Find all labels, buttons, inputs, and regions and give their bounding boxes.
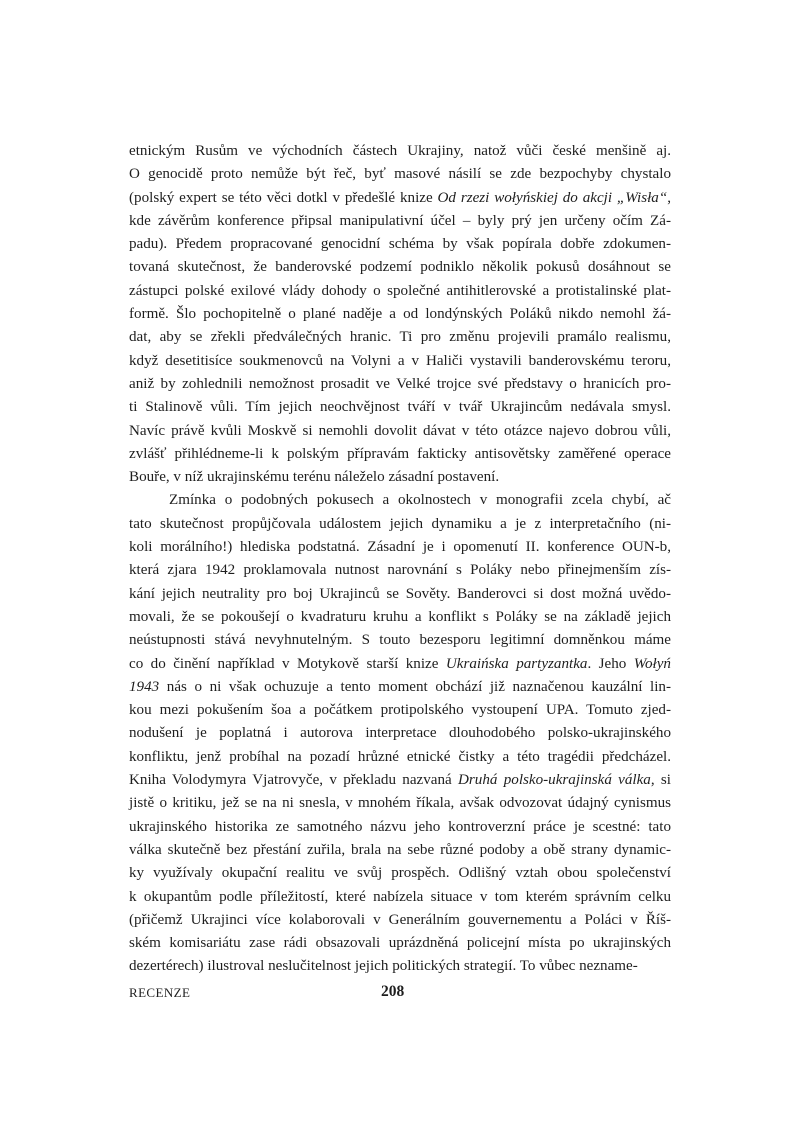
text-line: [129, 443, 671, 466]
text-segment: (přičemž Ukrajinci více kolaborovali v Generálním gouvernementu a Poláci v Říš-: [129, 911, 671, 928]
text-segment: když desetitisíce soukmenovců na Volyni a v Haliči vystavili banderovskému teroru,: [129, 352, 671, 369]
text-line: [129, 303, 671, 326]
running-footer-section: RECENZE: [129, 985, 191, 1000]
text-segment: koli morálního!) hlediska podstatná. Zásadní je i opomenutí II. konference OUN-b,: [129, 539, 671, 556]
text-segment: Navíc právě kvůli Moskvě si nemohli dovolit dávat v této otázce najevo dobrou vůli,: [129, 422, 671, 439]
text-segment: válka skutečně bez přestání zuřila, brala na sebe různé podoby a obě strany dynamic-: [129, 841, 671, 858]
text-segment: co do činění například v Motykově starší knize: [129, 655, 446, 672]
text-line: [129, 746, 671, 769]
text-line: [129, 606, 671, 629]
body-text: [129, 140, 671, 979]
text-segment: kde závěrům konference připsal manipulativní účel – byly prý jen určeny očím Zá-: [129, 212, 671, 229]
text-line: [129, 140, 671, 163]
text-segment: padu). Předem propracované genocidní schéma by však popírala dobře zdokumen-: [129, 236, 671, 253]
text-segment: ,: [667, 189, 671, 206]
text-segment: tovaná skutečnost, že banderovské podzemí podniklo několik pokusů dosáhnout se: [129, 259, 671, 276]
text-line: [129, 210, 671, 233]
text-segment: aniž by zohlednili nemožnost prosadit ve Velké trojce své představy o hranicích pro-: [129, 375, 671, 392]
italic-title: Od rzezi wołyńskiej do akcji „Wisła“: [437, 189, 668, 206]
text-segment: která zjara 1942 proklamovala nutnost narovnání s Poláky nebo přinejmenším zís-: [129, 562, 671, 579]
text-line: [129, 280, 671, 303]
text-segment: ky využívaly okupační realitu ve svůj prospěch. Odlišný vztah obou společenství: [129, 865, 671, 882]
text-line: [129, 256, 671, 279]
text-segment: formě. Šlo pochopitelně o plané naděje a od londýnských Poláků nikdo nemohl žá-: [129, 306, 671, 323]
text-segment: (polský expert se této věci dotkl v předešlé knize: [129, 189, 438, 206]
text-segment: etnickým Rusům ve východních částech Ukrajiny, natož vůči české menšině aj.: [129, 143, 671, 159]
text-line: [129, 513, 671, 536]
text-line: [129, 722, 671, 745]
text-segment: nás o ni však ochuzuje a tento moment obchází již naznačenou kauzální lin-: [159, 678, 671, 695]
text-line: [129, 653, 671, 676]
text-line: [129, 187, 671, 210]
text-segment: dezertérech) ilustroval neslučitelnost jejich politických strategií. To vůbec nezname-: [129, 958, 638, 975]
text-line: [129, 862, 671, 885]
italic-title: Wołyń: [633, 655, 671, 672]
text-segment: movali, že se pokoušejí o kvadraturu kruhu a konflikt s Poláky se na základě jejich: [129, 608, 671, 625]
text-segment: dat, aby se zřekli předválečných hranic. Ti pro změnu projevili pramálo realismu,: [129, 329, 671, 346]
text-segment: k okupantům podle příležitostí, které nabízela situace v tom kterém správním celku: [129, 888, 671, 905]
text-segment: kou mezi pokušením šoa a počátkem protipolského vystoupení UPA. Tomuto zjed-: [129, 702, 671, 719]
page-number: 208: [381, 983, 405, 1000]
text-line: [129, 909, 671, 932]
text-segment: kání jejich neutrality pro boj Ukrajinců se Sověty. Banderovci si dost možná uvědo-: [129, 585, 671, 602]
text-line: [129, 489, 671, 512]
text-segment: Bouře, v níž ukrajinskému terénu náleželo zásadní postavení.: [129, 469, 500, 486]
text-segment: Kniha Volodymyra Vjatrovyče, v překladu nazvaná: [129, 772, 459, 789]
text-line: [129, 583, 671, 606]
text-line: [129, 699, 671, 722]
text-segment: O genocidě proto nemůže být řeč, byť masové násilí se zde bezpochyby chystalo: [129, 166, 671, 183]
text-segment: tato skutečnost propůjčovala událostem jejich dynamiku a je z interpretačního (ni-: [129, 515, 671, 532]
text-line: [129, 536, 671, 559]
italic-title: 1943: [129, 678, 160, 695]
text-segment: ském komisariátu zase rádi obsazovali uprázdněná policejní místa po ukrajinských: [129, 935, 671, 952]
italic-title: Ukraińska partyzantka: [445, 655, 588, 672]
text-segment: ti Stalinově vůli. Tím jejich neochvějnost tváří v tvář Ukrajincům nedávala smysl.: [129, 399, 671, 416]
italic-title: Druhá polsko-ukrajinská válka: [458, 772, 651, 789]
text-line: [129, 163, 671, 186]
text-line: [129, 466, 671, 489]
text-line: [129, 559, 671, 582]
text-segment: zástupci polské exilové vlády dohody o společné antihitlerovské a protistalinské plat-: [129, 282, 671, 299]
text-line: [129, 955, 671, 978]
text-segment: zvlášť přihlédneme-li k polským přípravám fakticky antisovětsky zaměřené operace: [129, 445, 671, 462]
text-segment: nodušení je poplatná i autorova interpretace dlouhodobého polsko-ukrajinského: [129, 725, 671, 742]
text-line: [129, 396, 671, 419]
text-line: [129, 420, 671, 443]
text-segment: neústupnosti stává nevyhnutelným. S touto bezesporu legitimní domněnkou máme: [129, 632, 671, 649]
text-segment: . Jeho: [587, 655, 634, 672]
paragraph: [129, 489, 671, 978]
text-line: [129, 373, 671, 396]
text-segment: Zmínka o podobných pokusech a okolnostech v monografii zcela chybí, ač: [169, 492, 671, 509]
text-segment: jistě o kritiku, jež se na ni snesla, v mnohém říkala, avšak odvozovat údajný cynismus: [129, 795, 671, 812]
text-line: [129, 792, 671, 815]
text-line: [129, 932, 671, 955]
text-segment: konfliktu, jenž probíhal na pozadí hrůzné etnické čistky a této tragédii předcházel.: [129, 748, 671, 765]
text-line: [129, 769, 671, 792]
text-line: [129, 886, 671, 909]
text-line: [129, 816, 671, 839]
paragraph: [129, 140, 671, 489]
text-segment: , si: [650, 772, 671, 789]
text-segment: ukrajinského historika ze samotného názvu jeho kontroverzní práce je scestné: tato: [129, 818, 671, 835]
text-line: [129, 233, 671, 256]
text-line: [129, 326, 671, 349]
text-line: [129, 629, 671, 652]
text-line: [129, 676, 671, 699]
text-line: [129, 839, 671, 862]
text-line: [129, 350, 671, 373]
